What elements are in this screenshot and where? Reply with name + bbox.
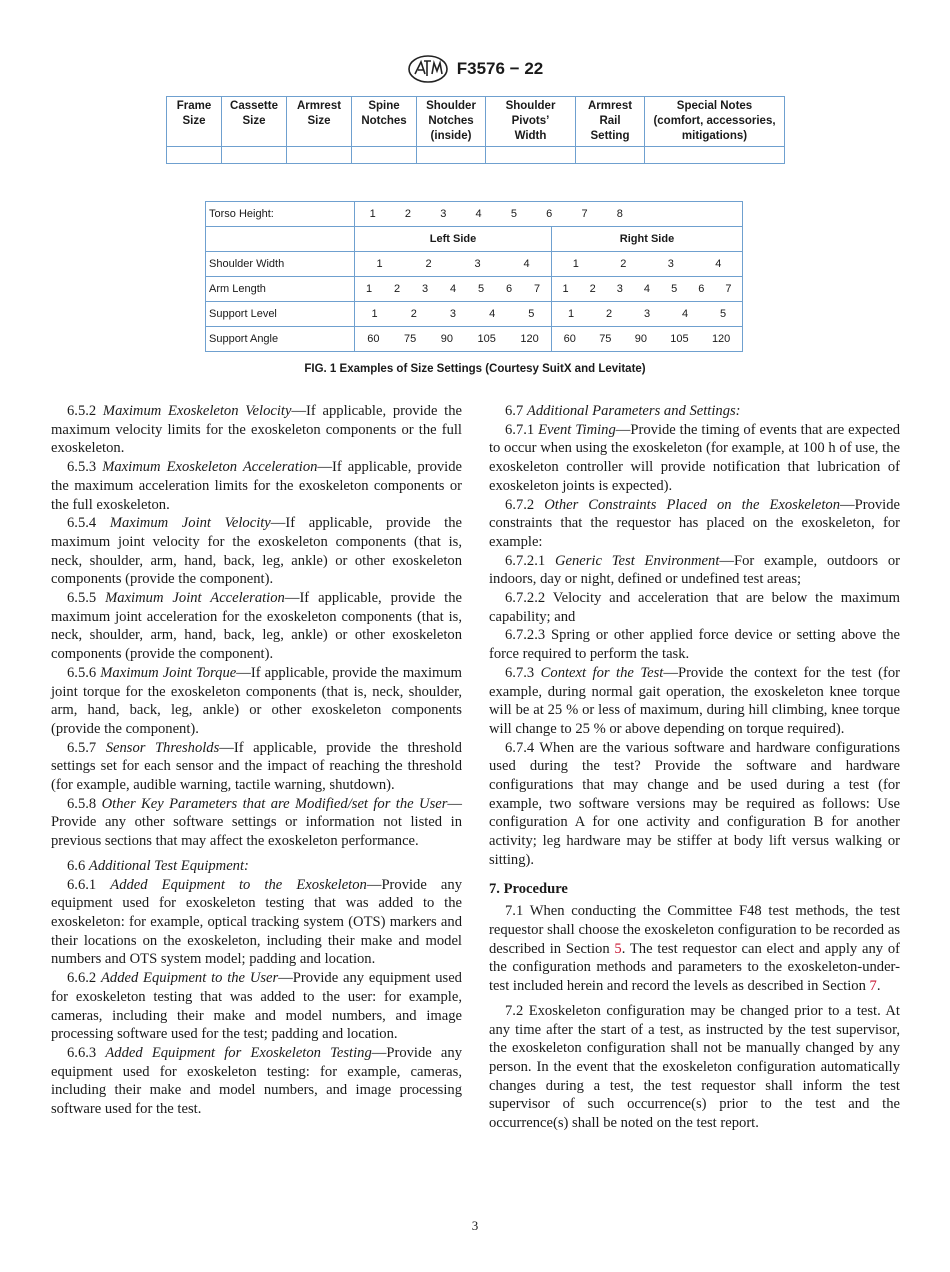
- setting-value: 75: [404, 333, 417, 345]
- setting-value: 90: [440, 333, 453, 345]
- table-cell: [645, 147, 785, 164]
- section-6-5-7: 6.5.7 Sensor Thresholds—If applicable, provide the threshold settings set for each sensor and the impact of reaching the threshold (for example, audible warning, tactile warning, shutdown).: [51, 739, 462, 794]
- setting-value: 105: [670, 333, 689, 345]
- setting-value: 6: [698, 283, 705, 295]
- torso-height-value: 2: [404, 208, 412, 220]
- section-7-link[interactable]: 7: [869, 978, 877, 995]
- setting-value: 3: [667, 258, 674, 270]
- setting-value: 120: [711, 333, 731, 345]
- section-6-5-5: 6.5.5 Maximum Joint Acceleration—If applicable, provide the maximum joint acceleration for the exoskeleton components (that is, neck, shoulder, arm, hand, back, leg, ankle) or other exoskeleton components (provide the component).: [51, 590, 462, 663]
- section-6-7-2-2: 6.7.2.2 Velocity and acceleration that are below the maximum capability; and: [489, 590, 900, 625]
- setting-value: 2: [605, 308, 613, 320]
- side-header-row: [206, 227, 743, 252]
- table-cell: [417, 147, 486, 164]
- size-table: [166, 96, 785, 164]
- setting-value: 1: [572, 258, 579, 270]
- right-side-values: [552, 252, 743, 277]
- section-6-5-4: 6.5.4 Maximum Joint Velocity—If applicable, provide the maximum joint velocity for the exoskeleton components (that is, neck, shoulder, arm, hand, back, leg, ankle) or other exoskeleton components (provide the component).: [51, 515, 462, 588]
- section-6-5-3: 6.5.3 Maximum Exoskeleton Acceleration—If applicable, provide the maximum acceleration limits for the exoskeleton components or the full exoskeleton.: [51, 459, 462, 513]
- figure-caption: FIG. 1 Examples of Size Settings (Courtesy SuitX and Levitate): [304, 363, 646, 375]
- setting-value: 5: [477, 283, 485, 295]
- setting-value: 3: [616, 283, 623, 295]
- left-side-values: [355, 327, 552, 352]
- setting-value: 4: [449, 283, 457, 295]
- setting-value: 105: [477, 333, 496, 345]
- torso-height-value: 4: [475, 208, 482, 220]
- size-table-header-row: [167, 97, 785, 147]
- setting-value: 4: [643, 283, 651, 295]
- setting-value: 3: [643, 308, 651, 320]
- setting-value: 3: [474, 258, 481, 270]
- settings-row: [206, 302, 743, 327]
- section-6-5-8: 6.5.8 Other Key Parameters that are Modified/set for the User—Provide any other software settings or information not listed in previous sections that may affect the exoskeleton performance.: [51, 795, 462, 850]
- setting-value: 3: [449, 308, 457, 320]
- torso-height-row: [206, 202, 743, 227]
- section-6-7-2: 6.7.2 Other Constraints Placed on the Exoskeleton—Provide constraints that the requestor has placed on the exoskeleton, for example:: [489, 496, 900, 550]
- setting-value: 75: [599, 333, 612, 345]
- setting-value: 2: [393, 283, 401, 295]
- settings-row: [206, 277, 743, 302]
- settings-row-label: Support Level: [206, 302, 355, 327]
- setting-value: 120: [520, 333, 539, 345]
- setting-value: 60: [367, 333, 380, 345]
- section-6-7-4: 6.7.4 When are the various software and hardware configurations used during the test? Provide the software and hardware configurations that may change and be used during a test (for example, two software versions may be required as follows: Use configuration A for one activity and configuration B for another activity; leg hardware may be stiffer at body lift versus walking or sitting).: [489, 739, 900, 868]
- setting-value: 5: [528, 308, 535, 320]
- size-table-header: Special Notes (comfort, accessories, mitigations): [645, 97, 785, 147]
- setting-value: 6: [505, 283, 513, 295]
- setting-value: 4: [523, 258, 530, 270]
- left-side-values: [355, 252, 552, 277]
- right-side-values: [552, 327, 743, 352]
- settings-row-label: Arm Length: [206, 277, 355, 302]
- section-6-7-2-1: 6.7.2.1 Generic Test Environment—For example, outdoors or indoors, day or night, defined or undefined test areas;: [489, 552, 900, 588]
- page-header: [0, 54, 950, 84]
- setting-value: 4: [715, 258, 722, 270]
- torso-height-value: 3: [440, 208, 447, 220]
- setting-value: 7: [533, 283, 541, 295]
- setting-value: 2: [425, 258, 432, 270]
- torso-height-value: 5: [510, 208, 517, 220]
- settings-row-label: Shoulder Width: [206, 252, 355, 277]
- right-side-header: Right Side: [552, 227, 743, 252]
- settings-row-label: Support Angle: [206, 327, 355, 352]
- section-6-7-1: 6.7.1 Event Timing—Provide the timing of events that are expected to occur when using the exoskeleton (for example, at 100 h of use, the exoskeleton controller will provide notification that lubrication of exoskeleton joints is expected).: [489, 421, 900, 494]
- table-cell: [287, 147, 352, 164]
- section-6-7-2-3: 6.7.2.3 Spring or other applied force device or setting above the force required to perform the task.: [489, 627, 900, 663]
- section-7-1: 7.1 When conducting the Committee F48 test methods, the test requestor shall choose the exoskeleton configuration to be recorded as described in Section 5. The test requestor can elect and apply any of the configuration methods and parameters to the exoskeleton-under-test included herein and record the levels as described in Section 7.: [489, 903, 901, 995]
- torso-height-values: [355, 202, 743, 227]
- astm-logo-icon: [407, 54, 449, 84]
- table-cell: [167, 147, 222, 164]
- setting-value: 2: [589, 283, 596, 295]
- right-side-values: [552, 302, 743, 327]
- procedure-heading: 7. Procedure: [489, 880, 568, 897]
- table-cell: [486, 147, 576, 164]
- left-side-header: Left Side: [355, 227, 552, 252]
- section-7-2: 7.2 Exoskeleton configuration may be changed prior to a test. At any time after the start of a test, as instructed by the test supervisor, the exoskeleton configuration shall not be manually changed by any person. In the event that the exoskeleton configuration automatically changes during a test, the test requestor shall inform the test supervisor of such occurrence(s) prior to the test and the occurrence(s) shall be noted on the test report.: [489, 1002, 900, 1132]
- torso-height-value: 8: [616, 208, 623, 220]
- table-cell: [352, 147, 417, 164]
- setting-value: 5: [671, 283, 678, 295]
- setting-value: 60: [563, 333, 576, 345]
- section-6-5-2: 6.5.2 Maximum Exoskeleton Velocity—If applicable, provide the maximum velocity limits for the exoskeleton components or the full exoskeleton.: [51, 403, 462, 457]
- table-cell: [576, 147, 645, 164]
- right-column: [489, 402, 900, 1133]
- section-6-6-2: 6.6.2 Added Equipment to the User—Provide any equipment used for exoskeleton testing that was added to the user: for example, cameras, including their make and model numbers, and image processing software used for the test; padding and location.: [51, 970, 462, 1043]
- standard-designation: F3576 − 22: [456, 59, 544, 78]
- settings-row: [206, 327, 743, 352]
- setting-value: 4: [681, 308, 689, 320]
- table-cell: [206, 227, 355, 252]
- torso-height-value: 7: [581, 208, 588, 220]
- size-table-header: Shoulder Notches (inside): [417, 97, 486, 147]
- section-6-6-3: 6.6.3 Added Equipment for Exoskeleton Testing—Provide any equipment used for exoskeleton testing: for example, cameras, including their make and model numbers, and image processing software used for the test.: [51, 1044, 463, 1118]
- left-side-values: [355, 302, 552, 327]
- section-6-7-3: 6.7.3 Context for the Test—Provide the context for the test (for example, during normal gait operation, the exoskeleton knee torque will be at 25 % or less of maximum, during hill climbing, knee torque will change to 25 % or above depending on torque required).: [489, 664, 901, 737]
- page-number: 3: [471, 1218, 479, 1233]
- setting-value: 90: [634, 333, 647, 345]
- settings-table: [205, 201, 743, 352]
- setting-value: 3: [421, 283, 429, 295]
- setting-value: 1: [376, 258, 383, 270]
- setting-value: 2: [410, 308, 417, 320]
- setting-value: 1: [567, 308, 575, 320]
- setting-value: 7: [725, 283, 732, 295]
- size-table-empty-row: [167, 147, 785, 164]
- section-6-6: 6.6 Additional Test Equipment:: [67, 857, 249, 874]
- section-5-link[interactable]: 5: [614, 940, 622, 957]
- right-side-values: [552, 277, 743, 302]
- settings-row: [206, 252, 743, 277]
- setting-value: 4: [489, 308, 496, 320]
- size-table-header: Shoulder Pivots’ Width: [486, 97, 576, 147]
- torso-height-value: 6: [546, 208, 553, 220]
- setting-value: 1: [371, 308, 378, 320]
- size-table-header: Spine Notches: [352, 97, 417, 147]
- size-table-header: Frame Size: [167, 97, 222, 147]
- section-6-7: 6.7 Additional Parameters and Settings:: [505, 403, 741, 419]
- table-cell: [222, 147, 287, 164]
- setting-value: 2: [620, 258, 627, 270]
- setting-value: 1: [365, 283, 373, 295]
- size-table-header: Armrest Rail Setting: [576, 97, 645, 147]
- size-table-header: Cassette Size: [222, 97, 287, 147]
- torso-height-value: 1: [369, 208, 376, 220]
- left-column: [51, 402, 462, 1119]
- section-6-6-1: 6.6.1 Added Equipment to the Exoskeleton—Provide any equipment used for exoskeleton testing that was added to the exoskeleton: for example, optical tracking system (OTS) markers and their locations on the exoskeleton, including their make and model numbers and OTS system model; padding and location.: [51, 876, 462, 968]
- setting-value: 1: [562, 283, 569, 295]
- setting-value: 5: [719, 308, 727, 320]
- left-side-values: [355, 277, 552, 302]
- section-6-5-6: 6.5.6 Maximum Joint Torque—If applicable, provide the maximum joint torque for the exoskeleton components (that is, neck, shoulder, arm, hand, back, leg, ankle) or other exoskeleton components (provide the component).: [51, 664, 463, 737]
- torso-height-label: Torso Height:: [206, 202, 355, 227]
- size-table-header: Armrest Size: [287, 97, 352, 147]
